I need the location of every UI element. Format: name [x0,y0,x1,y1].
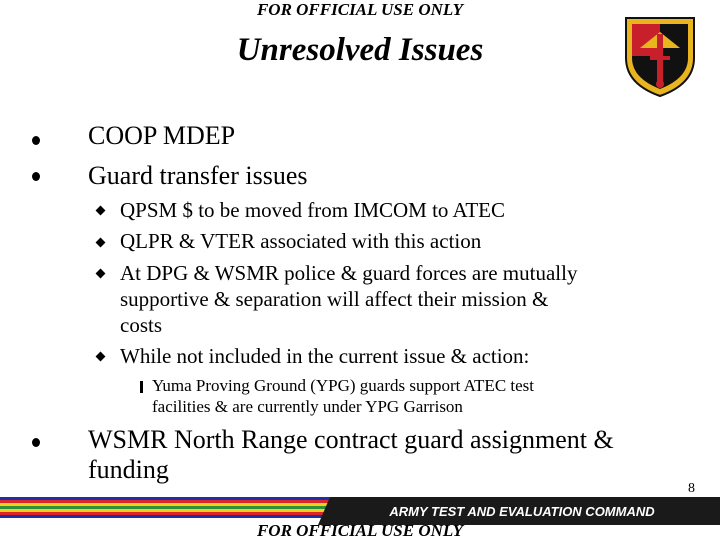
diamond-bullet-icon [96,269,106,279]
diamond-bullet-icon [96,352,106,362]
bullet-guard-transfer: Guard transfer issues [88,161,308,190]
sub-sub-bullet-ypg-line-2: facilities & are currently under YPG Garrison [152,397,463,416]
sub-bullet-not-included: While not included in the current issue & action: [120,344,530,368]
sub-bullet-dpg-line-3: costs [120,313,162,337]
diamond-bullet-icon [96,238,106,248]
atec-emblem-icon [622,12,698,98]
banner-command-name: ARMY TEST AND EVALUATION COMMAND [389,504,655,519]
bottom-classification-marking: FOR OFFICIAL USE ONLY [256,521,464,540]
bullet-wsmr-line-1: WSMR North Range contract guard assignment & [88,425,614,454]
sub-bullet-qpsm: QPSM $ to be moved from IMCOM to ATEC [120,198,506,222]
bullet-dot-icon [32,136,40,145]
slide-title: Unresolved Issues [236,32,484,68]
sub-sub-bullet-ypg-line-1: Yuma Proving Ground (YPG) guards support ATEC test [152,376,535,395]
sub-bullet-dpg-line-1: At DPG & WSMR police & guard forces are mutually [120,261,578,285]
bullet-coop-mdep: COOP MDEP [88,121,236,150]
top-classification-marking: FOR OFFICIAL USE ONLY [256,0,464,19]
bullet-dot-icon [32,172,40,181]
diamond-bullet-icon [96,206,106,216]
sub-bullet-dpg-line-2: supportive & separation will affect their mission & [120,287,549,311]
dash-bullet-icon [140,381,143,393]
page-number: 8 [688,481,695,496]
sub-bullet-qlpr: QLPR & VTER associated with this action [120,229,482,253]
bullet-dot-icon [32,438,40,447]
bullet-wsmr-line-2: funding [88,455,169,484]
